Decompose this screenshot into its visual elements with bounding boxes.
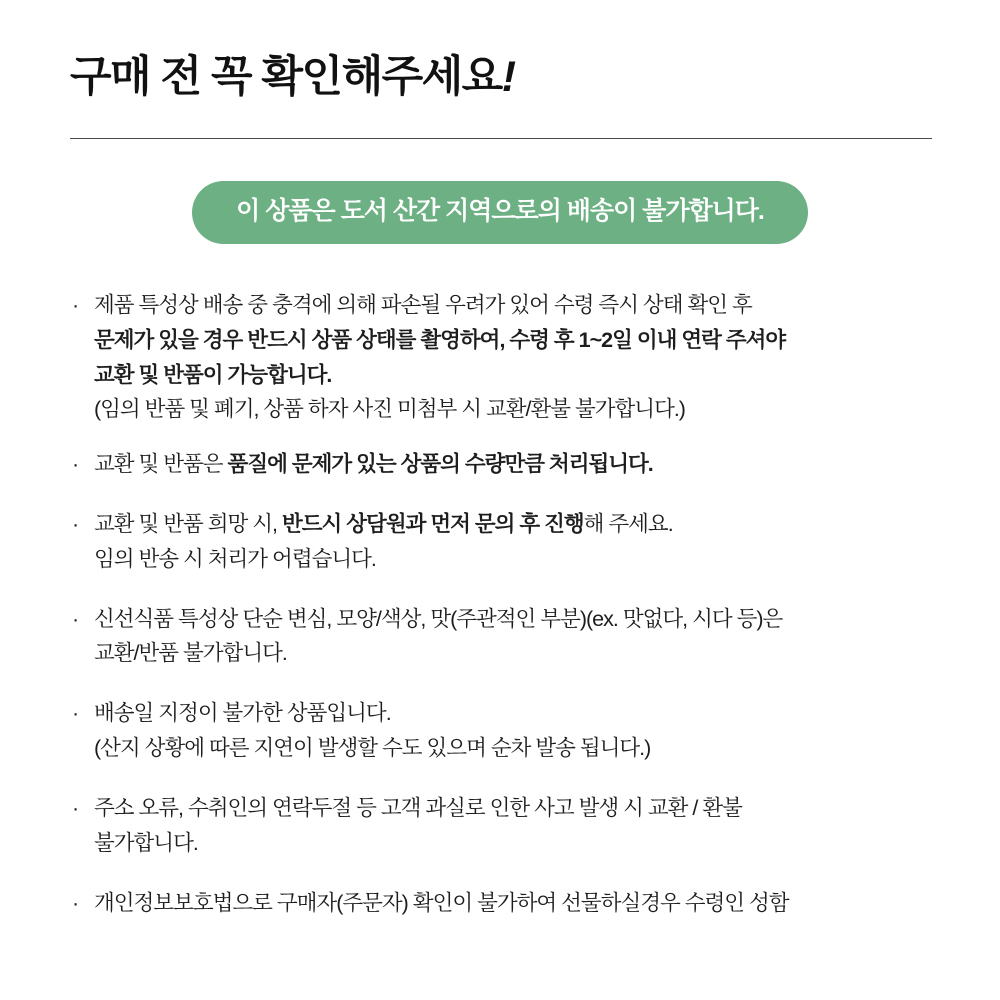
list-item [72, 507, 930, 577]
note-line: 임의 반송 시 처리가 어렵습니다. [94, 546, 376, 571]
note-line: 개인정보보호법으로 구매자(주문자) 확인이 불가하여 선물하실경우 수령인 성함 [94, 890, 789, 915]
page-title [70, 52, 930, 104]
page-title-text: 구매 전 꼭 확인해주세요 [70, 53, 502, 101]
shipping-notice-text: 이 상품은 도서 산간 지역으로의 배송이 불가합니다. [192, 181, 808, 244]
title-divider [70, 138, 932, 139]
bullet-icon: · [72, 890, 79, 915]
list-item [72, 447, 930, 482]
list-item [72, 791, 930, 861]
page-title-exclamation: ! [501, 53, 515, 101]
note-line: 신선식품 특성상 단순 변심, 모양/색상, 맛(주관적인 부분)(ex. 맛없다, 시다 등)은 [94, 606, 783, 631]
note-line: (산지 상황에 따른 지연이 발생할 수도 있으며 순차 발송 됩니다.) [94, 736, 651, 761]
note-line: 배송일 지정이 불가한 상품입니다. [94, 701, 391, 726]
list-item [72, 602, 930, 672]
note-line: (임의 반품 및 폐기, 상품 하자 사진 미첨부 시 교환/환불 불가합니다.) [94, 397, 685, 422]
bullet-icon: · [72, 606, 79, 631]
shipping-notice-banner [70, 181, 930, 244]
note-line: 교환 및 반품은 [94, 452, 228, 477]
note-line: 주소 오류, 수취인의 연락두절 등 고객 과실로 인한 사고 발생 시 교환 / 환불 [94, 795, 742, 820]
note-line-bold: 교환 및 반품이 가능합니다. [94, 362, 332, 387]
note-line: 제품 특성상 배송 중 충격에 의해 파손될 우려가 있어 수령 즉시 상태 확인 후 [94, 292, 752, 317]
bullet-icon: · [72, 292, 79, 317]
notice-list [70, 288, 930, 921]
bullet-icon: · [72, 795, 79, 820]
note-line-bold: 품질에 문제가 있는 상품의 수량만큼 처리됩니다. [227, 452, 653, 477]
note-line: 교환 및 반품 희망 시, [94, 511, 282, 536]
list-item [72, 886, 930, 921]
note-line-bold: 문제가 있을 경우 반드시 상품 상태를 촬영하여, 수령 후 1~2일 이내 연락 주셔야 [94, 327, 786, 352]
note-line: 교환/반품 불가합니다. [94, 641, 287, 666]
list-item [72, 696, 930, 766]
bullet-icon: · [72, 701, 79, 726]
note-line: 해 주세요. [583, 511, 673, 536]
note-line: 불가합니다. [94, 830, 198, 855]
list-item [72, 288, 930, 427]
bullet-icon: · [72, 511, 79, 536]
note-line-bold: 반드시 상담원과 먼저 문의 후 진행 [282, 511, 584, 536]
bullet-icon: · [72, 452, 79, 477]
